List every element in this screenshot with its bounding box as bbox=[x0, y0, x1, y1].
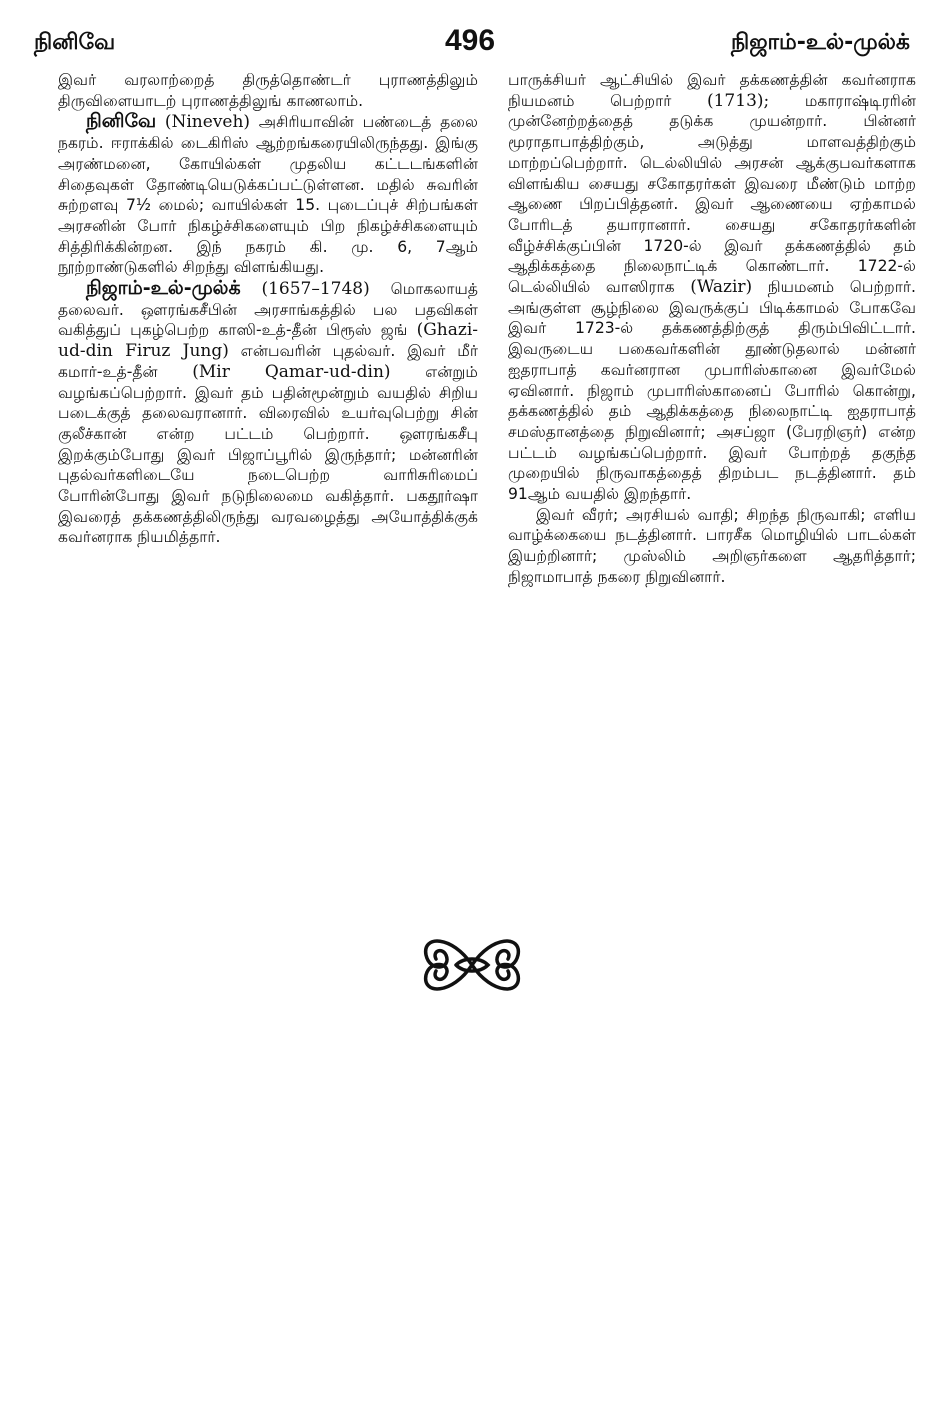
entry-heading: நிஜாம்-உல்-முல்க் bbox=[86, 277, 241, 300]
entry-latin-name: (Nineveh) bbox=[164, 112, 251, 133]
page-header bbox=[0, 0, 940, 70]
entry-nizam bbox=[58, 278, 478, 548]
page-number: 496 bbox=[444, 24, 496, 57]
entry-body: மொகலாயத் தலைவர். ஔரங்கசீபின் அரசாங்கத்தில் பல பதவிகள் வகித்துப் புகழ்பெற்ற காஸி-உத்-தீன் பிரூஸ் ஜங் bbox=[58, 280, 478, 340]
entry-years: (1657–1748) bbox=[261, 279, 370, 300]
entry-body: நியமனம் பெற்றார். அங்குள்ள சூழ்நிலை இவருக்குப் பிடிக்காமல் போகவே இவர் 1723-ல் தக்கணத்திற்குத் திரும்பிவிட்டார். இவருடைய பகைவர்களின் தூண்டுதலால் மன்னர் ஐதராபாத் கவர்னரான முபாரிஸ்கானை இவர்மேல் ஏவினார். நிஜாம் முபாரிஸ்கானைப் போரில் கொன்று, தக்கணத்தில் தம் ஆதிக்கத்தை நிலைநாட்டி ஐதராபாத் சமஸ்தானத்தை நிறுவினார்; அசப்ஜா (பேரறிஞர்) என்ற பட்டம் வழங்கப்பெற்றார். இவர் போற்றத் தகுந்த முறையில் நிருவாகத்தைத் திறம்பட நடத்தினார். தம் 91ஆம் வயதில் இறந்தார். bbox=[508, 278, 916, 504]
entry-body: மகாராஷ்டிரரின் முன்னேற்றத்தைத் தடுக்க முயன்றார். பின்னர் மூராதாபாத்திற்கும், அடுத்து மாளவத்திற்கும் மாற்றப்பெற்றார். டெல்லியில் அரசன் ஆக்குபவர்களாக விளங்கிய சையது சகோதரர்கள் இவரை மீண்டும் மாற்ற ஆணை பிறப்பித்தனர். இவர் ஆணையை ஏற்காமல் போரிடத் தயாரானார். சையது சகோதரர்களின் வீழ்ச்சிக்குப்பின் 1720-ல் இவர் தக்கணத்தில் தம் ஆதிக்கத்தை நிலைநாட்டிக் கொண்டார். 1722-ல் டெல்லியில் வாஸிராக bbox=[508, 91, 916, 297]
running-head-left: நினிவே bbox=[34, 30, 116, 55]
paragraph-continuation: இவர் வரலாற்றைத் திருத்தொண்டர் புராணத்திலும் திருவிளையாடற் புராணத்திலுங் காணலாம். bbox=[58, 71, 478, 110]
entry-year: (1713); bbox=[706, 90, 770, 111]
entry-body: அசிரியாவின் பண்டைத் தலை நகரம். ஈராக்கில் டைகிரிஸ் ஆற்றங்கரையிலிருந்தது. இங்கு அரண்மனை, கோயில்கள் முதலிய கட்டடங்களின் சிதைவுகள் தோண்டியெடுக்கப்பட்டுள்ளன. மதில் சுவரின் சுற்றளவு 7½ மைல்; வாயில்கள் 15. புடைப்புச் சிற்பங்கள் அரசனின் போர் நிகழ்ச்சிகளையும் பிற நிகழ்ச்சிகளையும் சித்திரிக்கின்றன. இந் நகரம் கி. மு. 6, 7ஆம் நூற்றாண்டுகளில் சிறந்து விளங்கியது. bbox=[58, 113, 478, 277]
running-head-right: நிஜாம்-உல்-முல்க் bbox=[730, 30, 910, 55]
right-column bbox=[508, 70, 916, 588]
entry-latin-name: (Wazir) bbox=[690, 277, 753, 298]
ornament-flourish-icon bbox=[412, 925, 532, 1005]
entry-latin-name: (Ghazi-ud-din Firuz Jung) bbox=[58, 320, 478, 362]
entry-body: என்றும் வழங்கப்பெற்றார். இவர் தம் பதின்மூன்றும் வயதில் சிறிய படைக்குத் தலைவரானார். விரைவில் உயர்வுபெற்று சின் குலீச்கான் என்ற பட்டம் பெற்றார். ஔரங்கசீபு இறக்கும்போது இவர் பிஜாப்பூரில் இருந்தார்; மன்னரின் புதல்வர்களிடையே நடைபெற்ற வாரிசுரிமைப் போரின்போது இவர் நடுநிலைமை வகித்தார். பகதூர்ஷா இவரைத் தக்கணத்திலிருந்து வரவழைத்து அயோத்திக்குக் கவர்னராக நியமித்தார். bbox=[58, 362, 478, 547]
entry-body: என்பவரின் புதல்வர். இவர் மீர் கமார்-உத்-தீன் bbox=[58, 342, 478, 381]
entry-nineveh bbox=[58, 111, 478, 278]
entry-body: பாருக்சியர் ஆட்சியில் இவர் தக்கணத்தின் கவர்னராக நியமனம் பெற்றார் bbox=[508, 71, 916, 110]
paragraph-continuation bbox=[508, 70, 916, 505]
left-column bbox=[58, 70, 478, 548]
entry-latin-name: (Mir Qamar-ud-din) bbox=[192, 361, 391, 382]
paragraph: இவர் வீரர்; அரசியல் வாதி; சிறந்த நிருவாகி; எளிய வாழ்க்கையை நடத்தினார். பாரசீக மொழியில் பாடல்கள் இயற்றினார்; முஸ்லிம் அறிஞர்களை ஆதரித்தார்; நிஜாமாபாத் நகரை நிறுவினார். bbox=[508, 505, 916, 586]
entry-heading: நினிவே bbox=[86, 110, 157, 133]
